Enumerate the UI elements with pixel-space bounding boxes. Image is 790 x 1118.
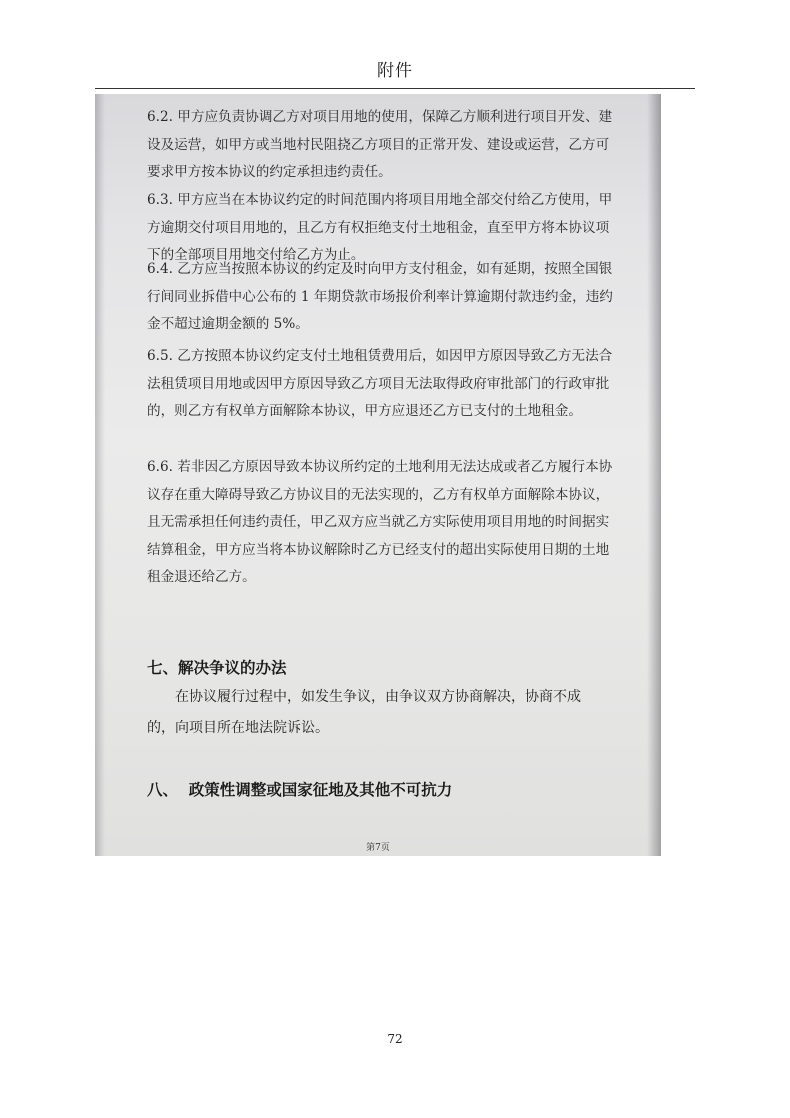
photo-page-label: 第7页 [366,843,390,853]
photo-edge-shadow-left [95,94,105,856]
clause-6-6: 6.6. 若非因乙方原因导致本协议所约定的土地利用无法达成或者乙方履行本协议存在重大障碍导致乙方协议目的无法实现的，乙方有权单方面解除本协议，且无需承担任何违约责任，甲乙双方应当就乙方实际使用项目用地的时间据实结算租金，甲方应当将本协议解除时乙方已经支付的超出实际使用日期的土地租金退还给乙方。 [147,459,613,586]
scanned-page-photo [95,94,661,856]
header-divider [95,88,695,89]
clause-6-4: 6.4. 乙方应当按照本协议的约定及时向甲方支付租金，如有延期，按照全国银行间同业拆借中心公布的 1 年期贷款市场报价利率计算逾期付款违约金，违约金不超过逾期金额的 5%。 [147,261,613,333]
clause-6-2: 6.2. 甲方应负责协调乙方对项目用地的使用，保障乙方顺利进行项目开发、建设及运营，如甲方或当地村民阻挠乙方项目的正常开发、建设或运营，乙方可要求甲方按本协议的约定承担违约责任。 [147,109,613,181]
page-header-title: 附件 [377,61,413,81]
section-7-heading: 七、解决争议的办法 [147,659,287,677]
clause-6-5: 6.5. 乙方按照本协议约定支付土地租赁费用后，如因甲方原因导致乙方无法合法租赁项目用地或因甲方原因导致乙方项目无法取得政府审批部门的行政审批的，则乙方有权单方面解除本协议，甲方应退还乙方已支付的土地租金。 [147,348,613,420]
section-7-body: 在协议履行过程中，如发生争议，由争议双方协商解决，协商不成的，向项目所在地法院诉讼。 [147,689,581,736]
photo-edge-shadow-right [647,94,661,856]
page-number: 72 [387,1032,403,1046]
clause-6-3: 6.3. 甲方应当在本协议约定的时间范围内将项目用地全部交付给乙方使用，甲方逾期交付项目用地的，且乙方有权拒绝支付土地租金，直至甲方将本协议项下的全部项目用地交付给乙方为止。 [147,192,613,264]
section-8-heading: 八、 政策性调整或国家征地及其他不可抗力 [147,781,453,799]
